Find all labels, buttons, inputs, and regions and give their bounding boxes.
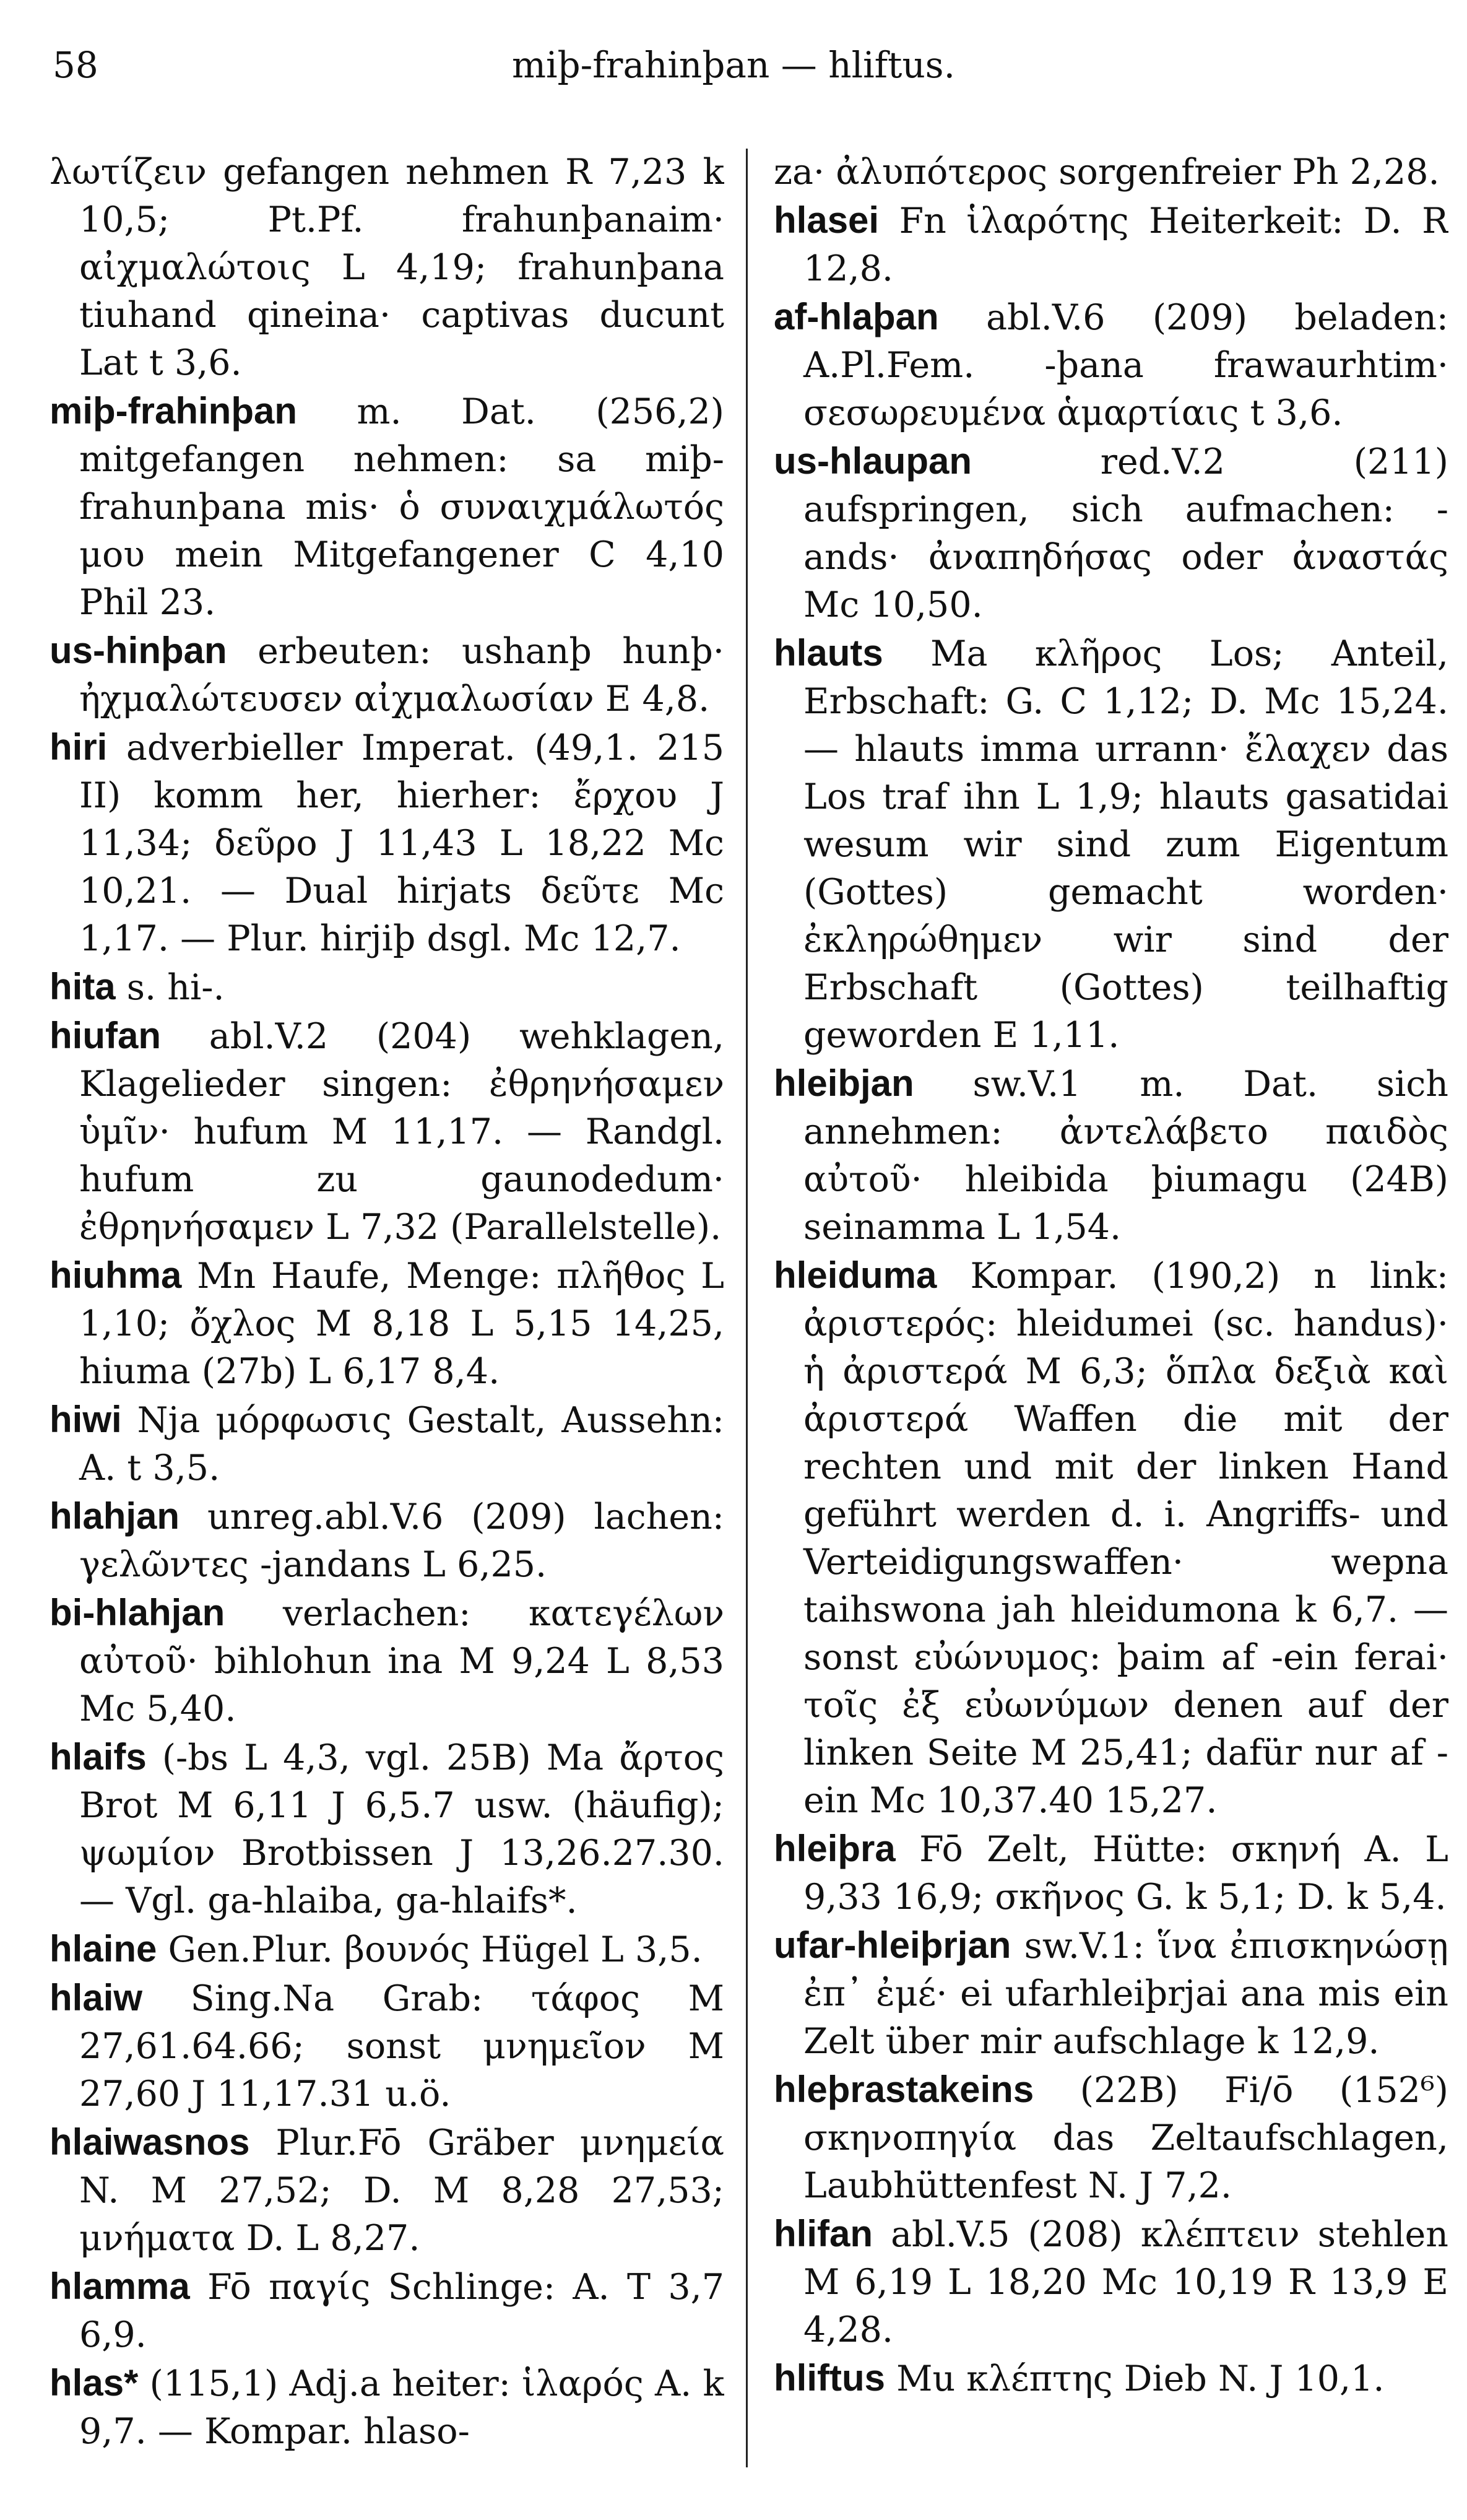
entry-text: erbeuten: ushanþ hunþ· ἠχμαλώτευσεν αἰχμαλωσίαν E 4,8. [79,631,724,719]
entry-text: abl.V.5 (208) κλέπτειν stehlen M 6,19 L 18,20 Mc 10,19 R 13,9 E 4,28. [803,2214,1448,2350]
dictionary-entry [50,1925,724,1974]
dictionary-entry [774,1825,1448,1921]
dictionary-entry [774,2066,1448,2210]
dictionary-entry [50,1974,724,2118]
headword: hita [50,966,116,1007]
headword: hlaine [50,1928,157,1970]
dictionary-entry [50,149,724,387]
entry-text: za· ἀλυπότερος sorgenfreier Ph 2,28. [774,152,1440,193]
entry-text: abl.V.6 (209) beladen: A.Pl.Fem. -þana frawaurhtim· σεσωρευμένα ἁμαρτίαις t 3,6. [803,297,1448,433]
headword: hleþrastakeins [774,2069,1034,2110]
entry-text: s. hi-. [126,967,225,1008]
entry-text: m. Dat. (256,2) mitgefangen nehmen: sa miþ-frahunþana mis· ὁ συναιχμάλωτός μου mein Mitgefangener C 4,10 Phil 23. [79,391,724,623]
headword: hleiduma [774,1254,937,1296]
running-head: miþ-frahinþan — hliftus. [511,44,956,86]
headword: hlaiwasnos [50,2121,250,2163]
dictionary-entry [774,629,1448,1059]
entry-text: (115,1) Adj.a heiter: ἱλαρός A. k 9,7. — Kompar. hlaso- [79,2363,724,2452]
dictionary-entry [50,387,724,627]
entry-text: Gen.Plur. βουνός Hügel L 3,5. [168,1929,703,1970]
entry-text: Mn Haufe, Menge: πλῆθος L 1,10; ὄχλος M 8,18 L 5,15 14,25, hiuma (27b) L 6,17 8,4. [79,1256,724,1392]
dictionary-entry [50,1492,724,1589]
headword: af-hlaþan [774,296,939,337]
headword: us-hlaupan [774,440,972,482]
right-column [774,149,1448,2489]
entry-text: sw.V.1 m. Dat. sich annehmen: ἀντελάβετο παιδὸς αὐτοῦ· hleibida þiumagu (24B) seinamma L 1,54. [803,1064,1448,1248]
headword: hlahjan [50,1495,180,1537]
entry-text: Mu κλέπτης Dieb N. J 10,1. [896,2358,1385,2399]
dictionary-entry [50,627,724,723]
dictionary-entry [774,149,1448,196]
entry-text: Nja μόρφωσις Gestalt, Aussehn: A. t 3,5. [79,1400,724,1488]
dictionary-entry [774,1059,1448,1251]
entry-text: Ma κλῆρος Los; Anteil, Erbschaft: G. C 1,12; D. Mc 15,24. — hlauts imma urrann· ἔλαχεν das Los traf ihn L 1,9; hlauts gasatidai wesum wir sind zum Eigentum (Gottes) gemacht worden· ἐκληρώθημεν wir sind der Erbschaft (Gottes) teilhaftig geworden E 1,11. [803,633,1448,1056]
entry-text: λωτίζειν gefangen nehmen R 7,23 k 10,5; Pt.Pf. frahunþanaim· αἰχμαλώτοις L 4,19; frahunþana tiuhand qineina· captivas ducunt Lat t 3,6. [50,152,724,383]
dictionary-entry [774,437,1448,629]
entry-text: sw.V.1: ἵνα ἐπισκηνώσῃ ἐπ᾽ ἐμέ· ei ufarhleiþrjai ana mis ein Zelt über mir aufschlage k 12,9. [803,1926,1448,2062]
dictionary-entry [774,293,1448,437]
entry-text: Plur.Fō Gräber μνημεία N. M 27,52; D. M 8,28 27,53; μνήματα D. L 8,27. [79,2122,724,2259]
headword: bi-hlahjan [50,1592,225,1633]
entry-text: unreg.abl.V.6 (209) lachen: γελῶντες -jandans L 6,25. [79,1497,724,1585]
headword: hlaiw [50,1977,143,2018]
headword: hlauts [774,632,883,674]
dictionary-entry [50,2262,724,2359]
headword: hleibjan [774,1062,914,1104]
entry-text: Fō Zelt, Hütte: σκηνή A. L 9,33 16,9; σκῆνος G. k 5,1; D. k 5,4. [803,1829,1448,1918]
entry-text: Fn ἱλαρότης Heiterkeit: D. R 12,8. [803,201,1448,289]
left-column [50,149,724,2489]
dictionary-entry [50,723,724,963]
headword: hlas* [50,2362,139,2404]
entry-text: Fō παγίς Schlinge: A. T 3,7 6,9. [79,2267,724,2355]
headword: hiufan [50,1015,161,1056]
dictionary-entry [50,1589,724,1733]
headword: hiuhma [50,1254,182,1296]
entry-text: abl.V.2 (204) wehklagen, Klagelieder singen: ἐθρηνήσαμεν ὑμῖν· hufum M 11,17. — Randgl. hufum zu gaunodedum· ἐθρηνήσαμεν L 7,32 (Parallelstelle). [79,1016,724,1248]
headword: hlifan [774,2213,873,2254]
dictionary-entry [50,1012,724,1251]
entry-text: adverbieller Imperat. (49,1. 215 II) komm her, hierher: ἔρχου J 11,34; δεῦρο J 11,43 L 18,22 Mc 10,21. — Dual hirjats δεῦτε Mc 1,17. — Plur. hirjiþ dsgl. Mc 12,7. [79,728,724,959]
dictionary-entry [50,2359,724,2456]
headword: us-hinþan [50,630,227,671]
dictionary-entry [50,963,724,1012]
dictionary-entry [50,1396,724,1492]
entry-text: red.V.2 (211) aufspringen, sich aufmachen: -ands· ἀναπηδήσας oder ἀναστάς Mc 10,50. [803,441,1448,625]
headword: hlaifs [50,1736,147,1778]
headword: hliftus [774,2357,885,2399]
headword: hlasei [774,199,880,241]
headword: hlamma [50,2266,190,2307]
headword: ufar-hleiþrjan [774,1924,1011,1966]
entry-text: (-bs L 4,3, vgl. 25B) Ma ἄρτος Brot M 6,11 J 6,5.7 usw. (häufig); ψωμίον Brotbissen J 13,26.27.30. — Vgl. ga-hlaiba, ga-hlaifs*. [79,1737,724,1921]
headword: hleiþra [774,1828,896,1869]
entry-text: verlachen: κατεγέλων αὐτοῦ· bihlohun ina M 9,24 L 8,53 Mc 5,40. [79,1593,724,1729]
dictionary-entry [50,1251,724,1396]
page-number: 58 [53,44,98,86]
dictionary-entry [50,1733,724,1925]
headword: miþ-frahinþan [50,390,297,432]
dictionary-entry [774,2354,1448,2403]
entry-text: (22B) Fi/ō (152⁶) σκηνοπηγία das Zeltaufschlagen, Laubhüttenfest N. J 7,2. [803,2070,1448,2206]
dictionary-entry [774,2210,1448,2354]
entry-text: Kompar. (190,2) n link: ἀριστερός: hleidumei (sc. handus)· ἡ ἀριστερά M 6,3; ὅπλα δεξιὰ καὶ ἀριστερά Waffen die mit der rechten und mit der linken Hand geführt werden d. i. Angriffs- und Verteidigungswaffen· wepna taihswona jah hleidumona k 6,7. — sonst εὐώνυμος: þaim af -ein ferai· τοῖς ἐξ εὐωνύμων denen auf der linken Seite M 25,41; dafür nur af -ein Mc 10,37.40 15,27. [803,1256,1448,1821]
dictionary-entry [774,196,1448,293]
dictionary-entry [50,2118,724,2262]
entry-text: Sing.Na Grab: τάφος M 27,61.64.66; sonst μνημεῖον M 27,60 J 11,17.31 u.ö. [79,1978,724,2114]
dictionary-entry [774,1251,1448,1825]
headword: hiwi [50,1399,122,1440]
dictionary-entry [774,1921,1448,2066]
headword: hiri [50,726,108,768]
column-divider [746,149,748,2467]
